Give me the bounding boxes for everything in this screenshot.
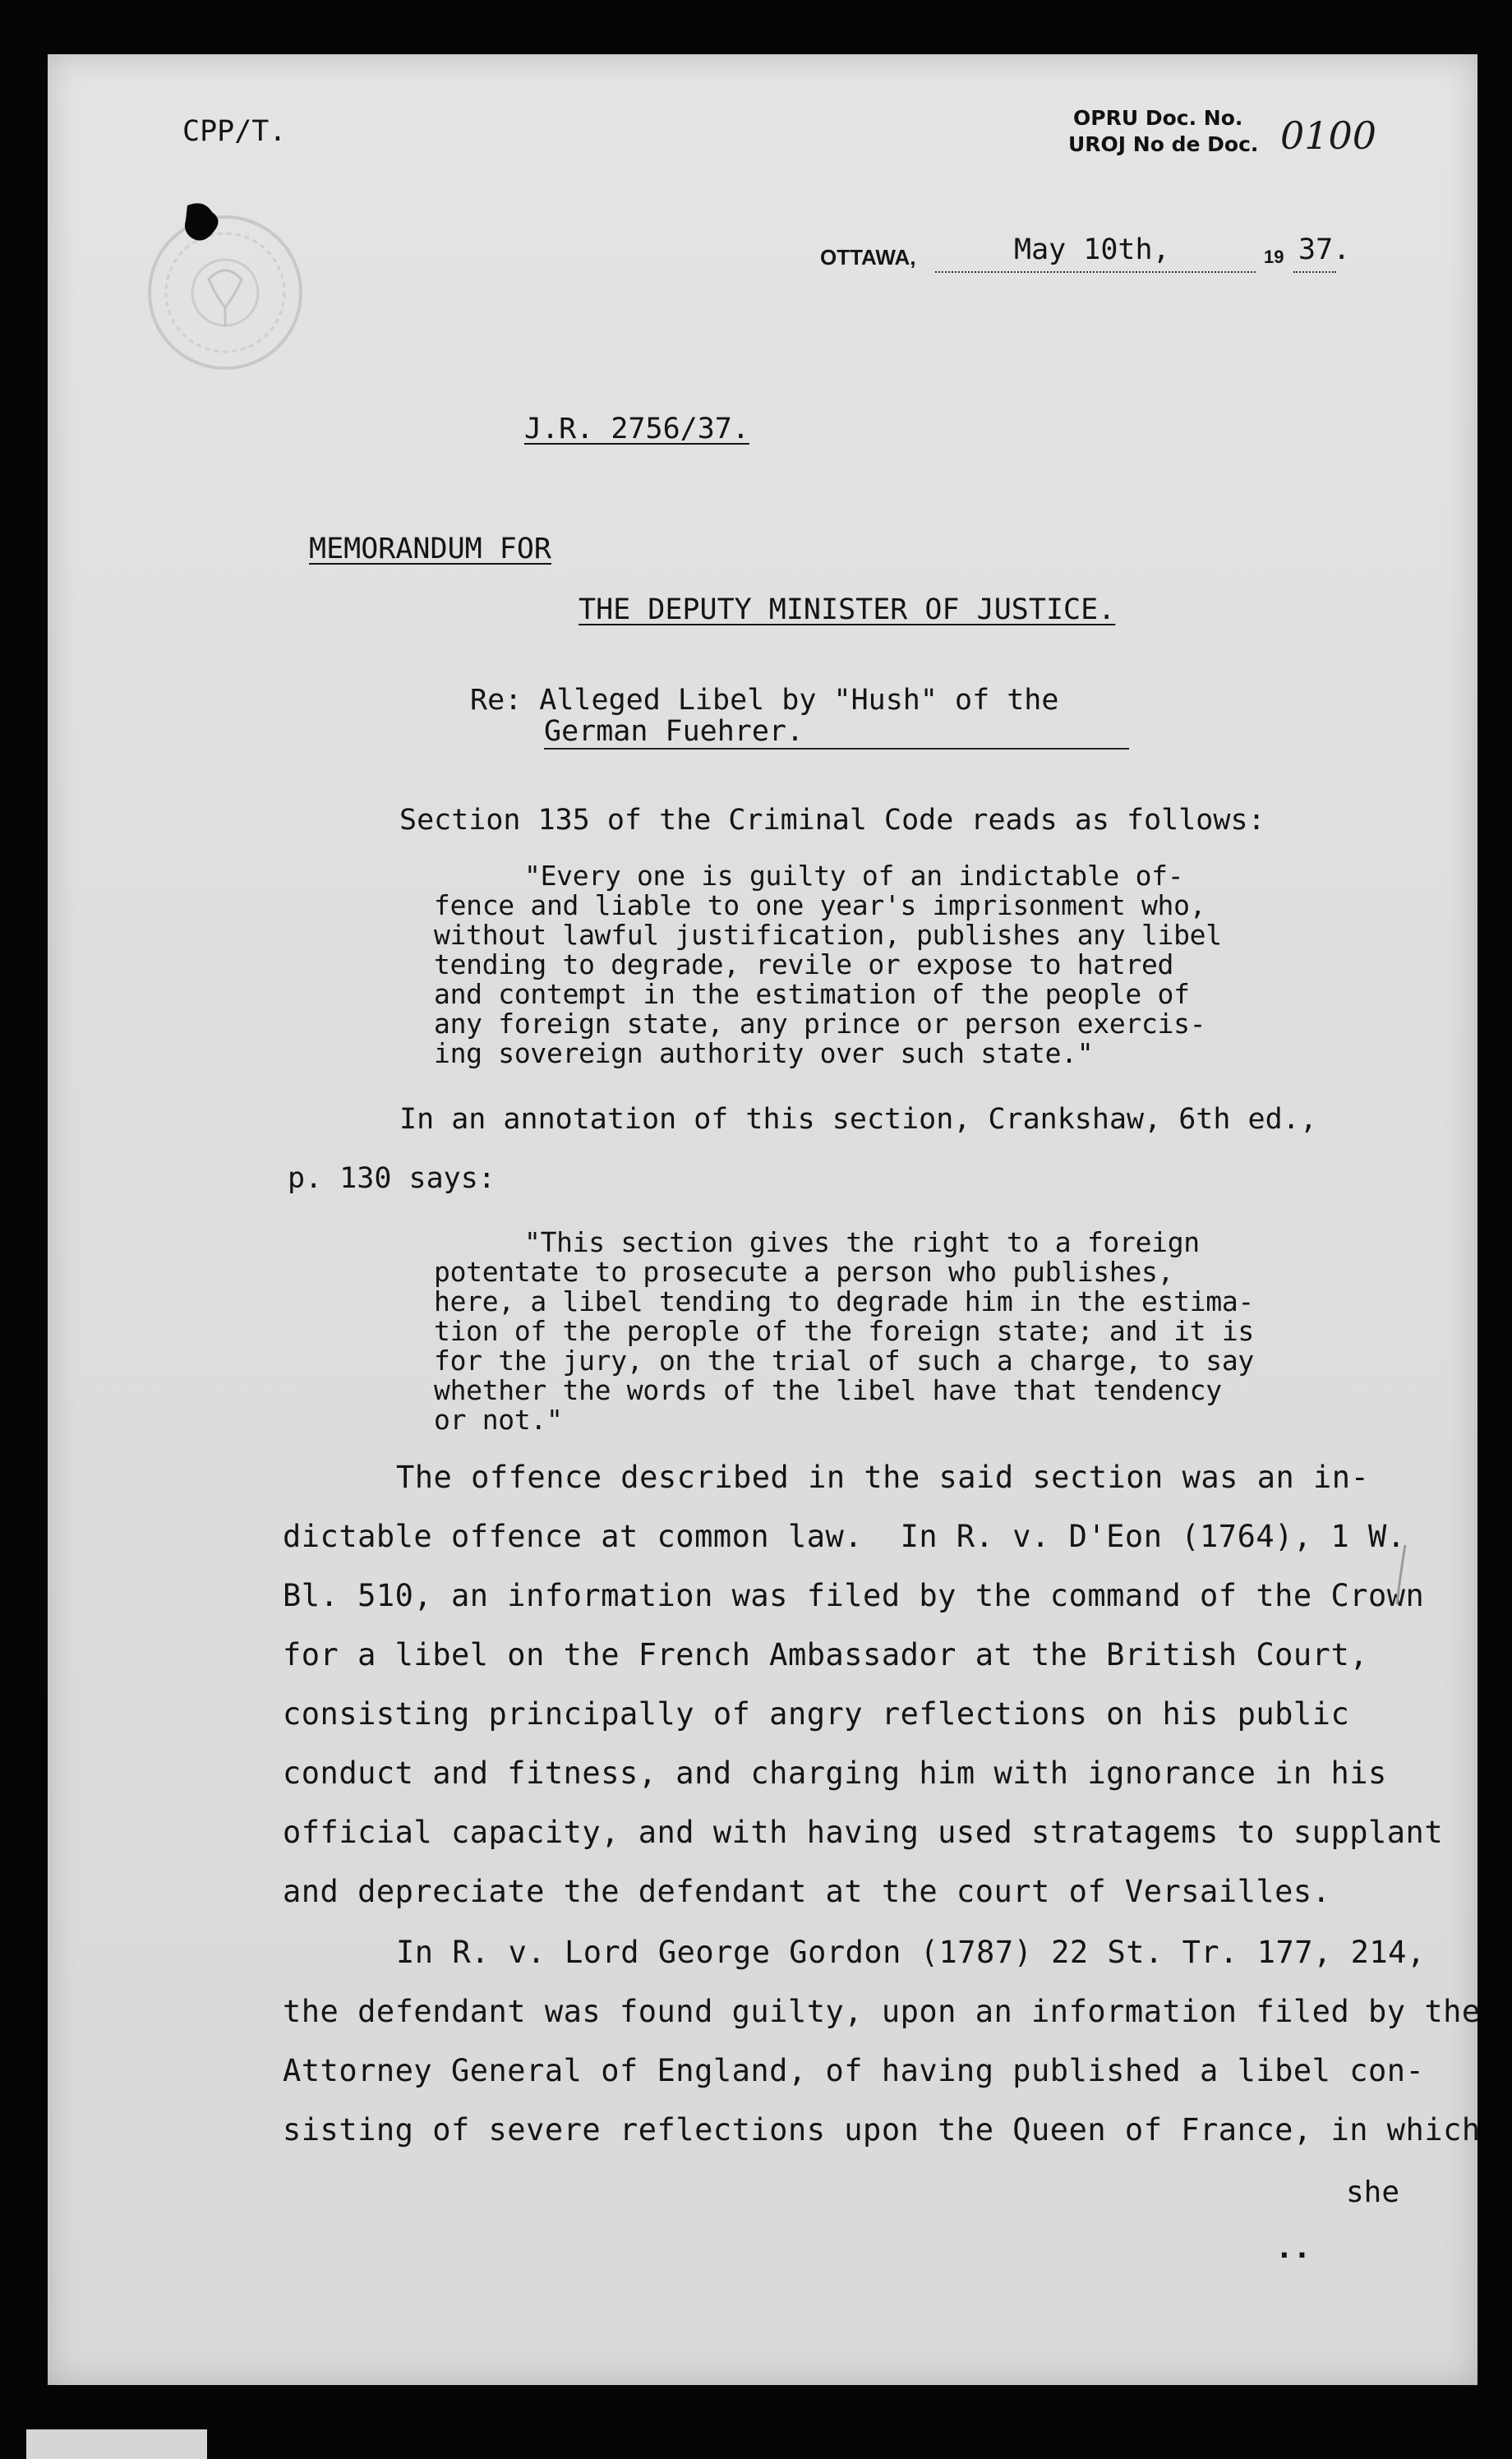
para3-line: official capacity, and with having used stratagems to supplant (283, 1815, 1444, 1850)
para4-line: the defendant was found guilty, upon an information filed by the (283, 1994, 1481, 2029)
quote1-line: ing sovereign authority over such state." (434, 1037, 1094, 1069)
quote2-line: potentate to prosecute a person who publishes, (434, 1256, 1174, 1288)
quote2-line: whether the words of the libel have that tendency (434, 1374, 1222, 1406)
handwritten-doc-number: 0100 (1280, 113, 1377, 158)
date-day: May 10th, (1014, 233, 1170, 266)
para4-line: In R. v. Lord George Gordon (1787) 22 St. Tr. 177, 214, (396, 1935, 1426, 1970)
para3-line: conduct and fitness, and charging him with ignorance in his (283, 1755, 1387, 1791)
date-dotted-line (935, 271, 1256, 273)
para3-line: and depreciate the defendant at the court of Versailles. (283, 1874, 1331, 1909)
punch-hole-icon (179, 199, 225, 251)
memo-for-heading: MEMORANDUM FOR (309, 533, 552, 565)
para3-line: dictable offence at common law. In R. v. D'Eon (1764), 1 W. (283, 1519, 1406, 1554)
para3-line: The offence described in the said section was an in- (396, 1460, 1370, 1495)
para3-line: Bl. 510, an information was filed by the command of the Crown (283, 1578, 1425, 1613)
quote2-line: or not." (434, 1404, 563, 1436)
city-label: OTTAWA, (820, 245, 916, 270)
year-suffix: 37. (1298, 233, 1351, 266)
quote1-line: any foreign state, any prince or person exercis- (434, 1008, 1206, 1040)
quote2-line: "This section gives the right to a foreign (524, 1226, 1200, 1258)
re-line-2: German Fuehrer. (544, 715, 1129, 750)
quote2-line: here, a libel tending to degrade him in the estima- (434, 1285, 1254, 1317)
quote2-line: tion of the perople of the foreign state; and it is (434, 1315, 1254, 1347)
embossed-seal-icon (145, 212, 306, 373)
para4-line: Attorney General of England, of having published a libel con- (283, 2053, 1425, 2088)
file-code: CPP/T. (182, 115, 287, 148)
film-edge-tab (26, 2429, 207, 2459)
quote1-line: fence and liable to one year's imprisonment who, (434, 889, 1206, 921)
quote1-line: and contempt in the estimation of the people of (434, 978, 1190, 1010)
quote2-line: for the jury, on the trial of such a charge, to say (434, 1345, 1254, 1377)
para3-line: consisting principally of angry reflections on his public (283, 1696, 1350, 1732)
doc-number-stamp-line-2: UROJ No de Doc. (1068, 132, 1259, 156)
para2-line: In an annotation of this section, Crankshaw, 6th ed., (399, 1103, 1317, 1136)
year-prefix: 19 (1264, 247, 1284, 267)
margin-pencil-mark-icon (1389, 1542, 1413, 1608)
continuation-mark: .. (1275, 2231, 1311, 2265)
para2-line: p. 130 says: (288, 1162, 496, 1195)
file-reference: J.R. 2756/37. (524, 413, 749, 445)
doc-number-stamp-line-1: OPRU Doc. No. (1073, 106, 1243, 130)
document-page (48, 54, 1481, 2385)
para3-line: for a libel on the French Ambassador at the British Court, (283, 1637, 1369, 1672)
para4-line: sisting of severe reflections upon the Queen of France, in which (283, 2112, 1481, 2148)
quote1-line: without lawful justification, publishes any libel (434, 919, 1222, 951)
quote1-line: "Every one is guilty of an indictable of- (524, 860, 1184, 892)
year-dotted-line (1293, 271, 1336, 273)
catchword: she (1346, 2175, 1400, 2209)
re-line-1: Re: Alleged Libel by "Hush" of the (470, 684, 1059, 717)
para1-intro: Section 135 of the Criminal Code reads as follows: (399, 804, 1265, 837)
quote1-line: tending to degrade, revile or expose to hatred (434, 948, 1174, 980)
memo-recipient: THE DEPUTY MINISTER OF JUSTICE. (579, 593, 1116, 626)
